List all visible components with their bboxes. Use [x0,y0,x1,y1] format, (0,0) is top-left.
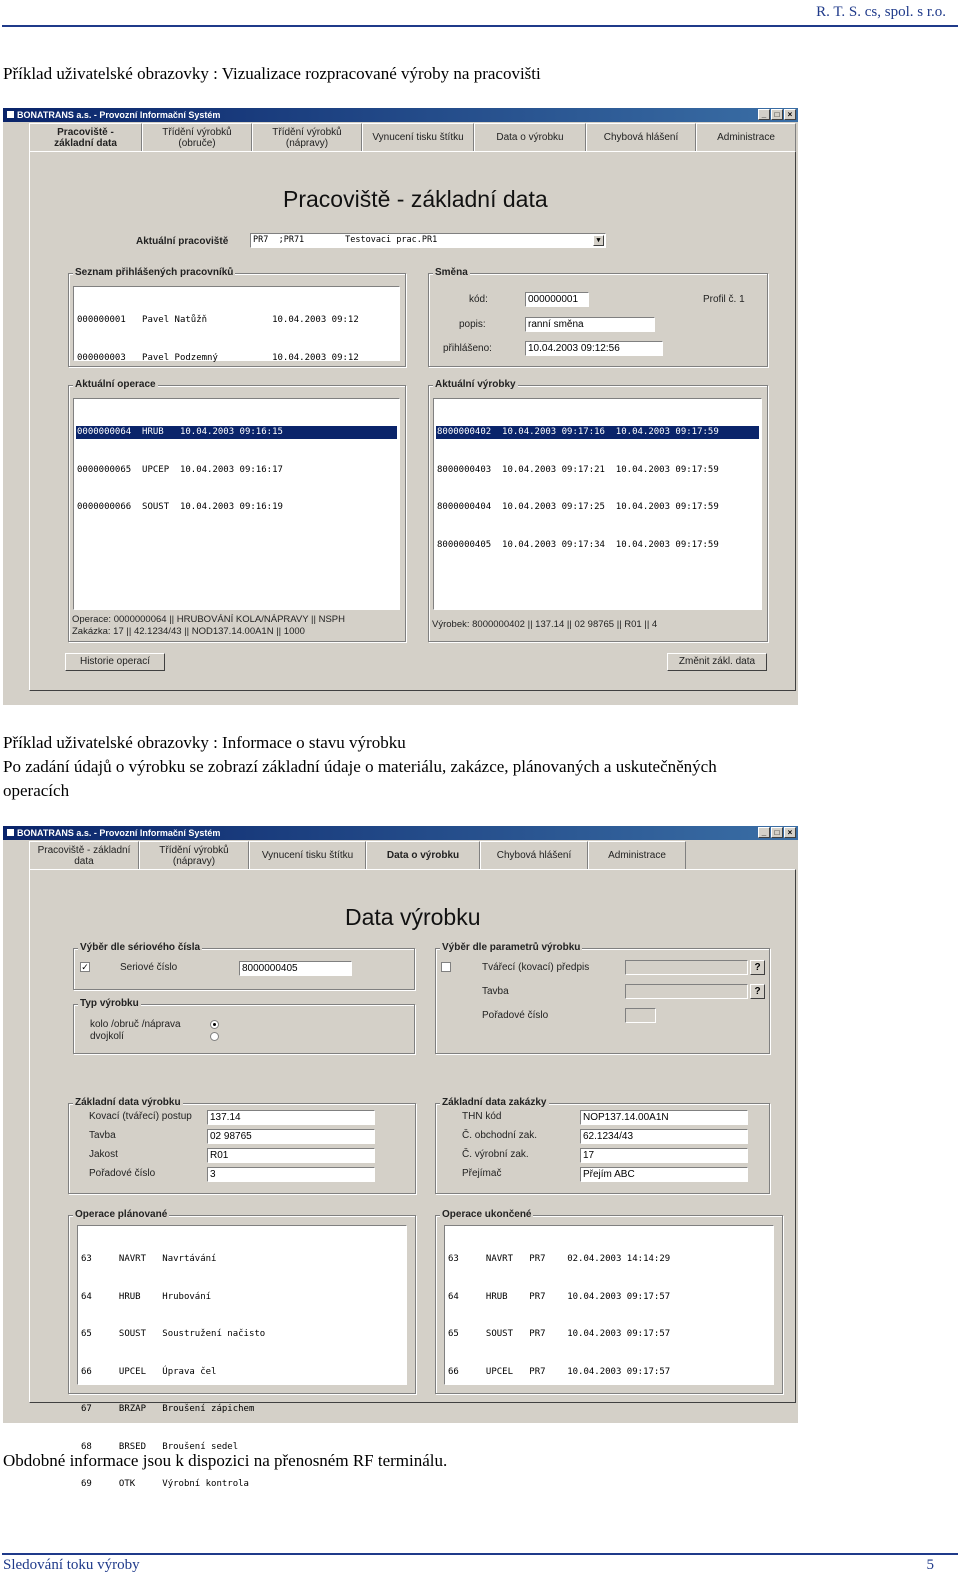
maximize-icon[interactable]: □ [771,109,783,120]
products-group-title: Aktuální výrobky [435,379,516,390]
tab-workplace[interactable]: Pracoviště - základní data [29,841,139,869]
app-icon [7,111,14,118]
page-title: Data výrobku [345,904,481,930]
workers-group [68,267,406,367]
ops-info-2: Zakázka: 17 || 42.1234/43 || NOD137.14.00A1N || 1000 [72,626,305,637]
done-list[interactable] [444,1225,774,1385]
basic-label: Tavba [89,1130,116,1141]
workers-list[interactable] [73,286,400,361]
list-item[interactable]: 64 HRUB Hrubování [81,1291,212,1302]
order-label: Přejímač [462,1168,502,1179]
header-rule [2,25,958,27]
tab-force-print[interactable]: Vynucení tisku štítku [249,841,366,869]
tab-product-data[interactable]: Data o výrobku [474,123,586,151]
history-button[interactable]: Historie operací [65,653,165,671]
tab-errors[interactable]: Chybová hlášení [480,841,588,869]
profile-label: Profil č. 1 [703,294,745,305]
tab-bar [29,841,798,869]
shift-desc-label: popis: [459,319,486,330]
window-title: BONATRANS a.s. - Provozní Informační Systém [17,110,221,120]
minimize-icon[interactable]: _ [758,827,770,838]
order-group [435,1097,770,1194]
forging-field[interactable] [625,960,748,975]
ops-group [68,379,406,642]
tab-force-print[interactable]: Vynucení tisku štítku [362,123,474,151]
shift-desc-field[interactable]: ranní směna [525,317,655,332]
order-field[interactable]: Přejím ABC [580,1167,748,1182]
caption-2b: Po zadání údajů o výrobku se zobrazí základní údaje o materiálu, zakázce, plánovaných a uskutečněných [3,757,717,776]
list-item[interactable]: 000000003 Pavel Podzemný 10.04.2003 09:12 [77,352,359,363]
list-item[interactable]: 69 OTK Výrobní kontrola [81,1479,249,1489]
products-info: Výrobek: 8000000402 || 137.14 || 02 98765 || R01 || 4 [432,619,658,630]
maximize-icon[interactable]: □ [771,827,783,838]
change-data-button[interactable]: Změnit zákl. data [667,653,767,671]
list-item[interactable]: 0000000065 UPCEP 10.04.2003 09:16:17 [77,464,283,475]
screenshot-workplace [3,108,798,705]
page-number: 5 [926,1557,934,1573]
products-group [428,379,768,642]
type-option-1-label: kolo /obruč /náprava [90,1019,181,1030]
chevron-down-icon[interactable]: ▼ [593,235,604,246]
list-item[interactable]: 8000000403 10.04.2003 09:17:21 10.04.2003 09:17:59 [437,464,719,475]
window-titlebar [3,826,798,840]
company-header: R. T. S. cs, spol. s r.o. [816,4,946,20]
basic-label: Jakost [89,1149,118,1160]
workplace-combo[interactable] [250,233,606,248]
shift-group [428,267,768,367]
list-item[interactable]: 0000000064 HRUB 10.04.2003 09:16:15 [76,426,397,439]
order-field[interactable]: 62.1234/43 [580,1129,748,1144]
workplace-label: Aktuální pracoviště [136,236,229,247]
tab-errors[interactable]: Chybová hlášení [586,123,696,151]
tab-admin[interactable]: Administrace [588,841,686,869]
ops-info-1: Operace: 0000000064 || HRUBOVÁNÍ KOLA/NÁPRAVY || NSPH [72,614,346,625]
basic-field[interactable]: 3 [207,1167,375,1182]
basic-label: Kovací (tvářecí) postup [89,1111,192,1122]
serial-group-title: Výběr dle sériového čísla [80,942,201,953]
list-item[interactable]: 64 HRUB PR7 10.04.2003 09:17:57 [448,1291,671,1302]
order-number-field[interactable] [625,1008,656,1023]
minimize-icon[interactable]: _ [758,109,770,120]
shift-login-label: přihlášeno: [443,343,492,354]
order-group-title: Základní data zakázky [442,1097,547,1108]
param-group [435,942,770,1054]
basic-field[interactable]: 137.14 [207,1110,375,1125]
param-label-3: Pořadové číslo [482,1010,549,1021]
planned-group-title: Operace plánované [75,1209,168,1220]
tab-bar [29,123,798,151]
list-item[interactable]: 67 BRZAP Broušení zápichem [81,1404,255,1414]
list-item[interactable]: 65 SOUST PR7 10.04.2003 09:17:57 [448,1329,671,1339]
type-group-title: Typ výrobku [80,998,139,1009]
tab-workplace[interactable]: Pracoviště - základní data [29,123,142,151]
tab-sort-axles[interactable]: Třídění výrobků (nápravy) [139,841,249,869]
close-icon[interactable]: × [784,827,796,838]
order-field[interactable]: NOP137.14.00A1N [580,1110,748,1125]
list-item[interactable]: 66 UPCEL PR7 10.04.2003 09:17:57 [448,1366,671,1377]
order-field[interactable]: 17 [580,1148,748,1163]
workplace-value: PR7 ;PR71 Testovaci prac.PR1 [253,235,438,245]
ops-group-title: Aktuální operace [75,379,156,390]
basic-label: Pořadové číslo [89,1168,156,1179]
ops-list[interactable] [73,398,400,610]
basic-group-title: Základní data výrobku [75,1097,181,1108]
basic-field[interactable]: 02 98765 [207,1129,375,1144]
order-label: THN kód [462,1111,502,1122]
list-item[interactable]: 68 BRSED Broušení sedel [81,1441,239,1452]
melt-field[interactable] [625,984,748,999]
list-item[interactable]: 63 NAVRT Navrtávání [81,1254,217,1264]
list-item[interactable]: 63 NAVRT PR7 02.04.2003 14:14:29 [448,1254,671,1264]
close-icon[interactable]: × [784,109,796,120]
tab-admin[interactable]: Administrace [696,123,796,151]
shift-code-label: kód: [469,294,488,305]
list-item[interactable]: 8000000402 10.04.2003 09:17:16 10.04.2003 09:17:59 [436,426,759,439]
serial-group [73,942,415,990]
param-label-2: Tavba [482,986,509,997]
serial-checkbox[interactable]: ✓ [81,962,89,972]
shift-group-title: Směna [435,267,468,278]
shift-code-field[interactable]: 000000001 [525,292,589,307]
page-title: Pracoviště - základní data [283,186,548,212]
caption-3: Obdobné informace jsou k dispozici na přenosném RF terminálu. [3,1451,448,1470]
serial-label: Seriové číslo [120,962,178,973]
app-icon [7,829,14,836]
basic-field[interactable]: R01 [207,1148,375,1163]
tab-product-data[interactable]: Data o výrobku [366,841,480,869]
list-item[interactable]: 8000000405 10.04.2003 09:17:34 10.04.2003 09:17:59 [437,539,719,550]
order-label: Č. výrobní zak. [462,1149,529,1160]
type-option-2-radio[interactable] [210,1032,219,1041]
list-item[interactable]: 8000000404 10.04.2003 09:17:25 10.04.2003 09:17:59 [437,502,719,512]
param-checkbox[interactable] [441,962,451,972]
param-group-title: Výběr dle parametrů výrobku [442,942,581,953]
done-group-title: Operace ukončené [442,1209,532,1220]
products-list[interactable] [433,398,762,610]
order-label: Č. obchodní zak. [462,1130,538,1141]
tab-sort-rims[interactable]: Třídění výrobků (obruče) [142,123,252,151]
list-item[interactable]: 0000000066 SOUST 10.04.2003 09:16:19 [77,502,283,512]
caption-1: Příklad uživatelské obrazovky : Vizualizace rozpracované výroby na pracovišti [3,64,541,83]
shift-login-field[interactable]: 10.04.2003 09:12:56 [525,341,663,356]
window-titlebar [3,108,798,122]
caption-2a: Příklad uživatelské obrazovky : Informace o stavu výrobku [3,733,406,752]
tab-sort-axles[interactable]: Třídění výrobků (nápravy) [252,123,362,151]
help-icon[interactable]: ? [750,960,765,975]
footer-title: Sledování toku výroby [3,1557,140,1573]
workers-group-title: Seznam přihlášených pracovníků [75,267,234,278]
help-icon[interactable]: ? [750,984,765,999]
param-label-1: Tvářecí (kovací) předpis [482,962,590,973]
list-item[interactable]: 000000001 Pavel Natůžň 10.04.2003 09:12 [77,315,359,325]
basic-group [68,1097,416,1194]
type-group [73,998,415,1054]
list-item[interactable]: 65 SOUST Soustružení načisto [81,1329,266,1339]
done-group [435,1209,783,1394]
footer-rule [2,1553,958,1555]
list-item[interactable]: 66 UPCEL Úprava čel [81,1366,217,1377]
window-title: BONATRANS a.s. - Provozní Informační Systém [17,828,221,838]
serial-field[interactable]: 8000000405 [239,961,352,976]
type-option-2-label: dvojkolí [90,1031,124,1042]
caption-2c: operacích [3,781,70,800]
type-option-1-radio[interactable] [210,1020,219,1029]
